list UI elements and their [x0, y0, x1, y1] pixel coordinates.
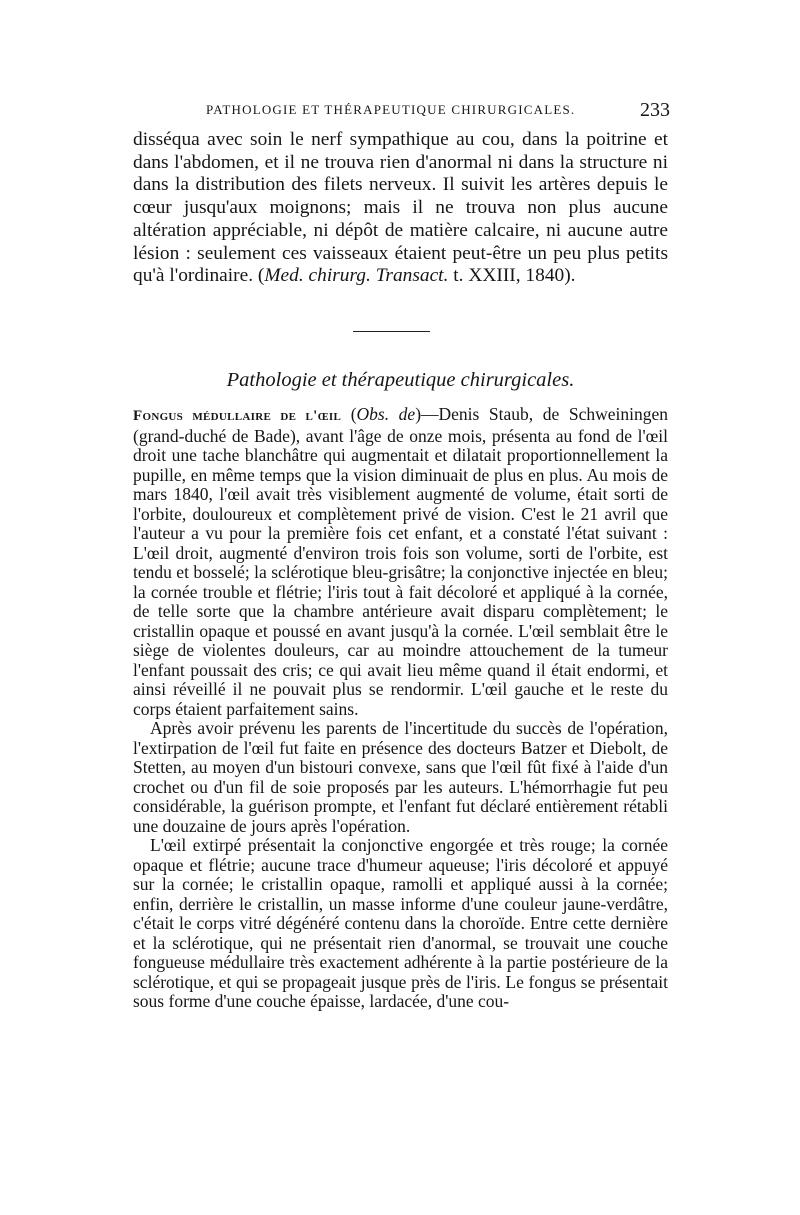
running-head — [132, 96, 670, 124]
section-divider — [353, 331, 430, 332]
paragraph: Après avoir prévenu les parents de l'incertitude du succès de l'opération, l'extirpation de l'œil fut faite en présence des docteurs Batzer et Diebolt, de Stetten, au moyen d'un bistouri convexe, sans que l'œil fût fixé à l'aide d'un crochet ou d'un fil de soie proposés par les auteurs. L'hémorrhagie fut peu considérable, la guérison prompte, et l'enfant fut déclaré entièrement rétabli une douzaine de jours après l'opération. — [133, 718, 668, 836]
citation-journal: Med. chirurg. Transact. — [264, 265, 449, 287]
obs-close: ) — [415, 404, 422, 424]
continued-paragraph — [133, 129, 668, 288]
paragraph-text: disséqua avec soin le nerf sympathique au cou, dans la poitrine et dans l'abdomen, et il ne trouva rien d'anormal ni dans la structure ni dans la distribution des filets nerveux. Il suivit les artères depuis le cœur jusqu'aux moignons; mais il ne trouva non plus aucune altération appréciable, ni dépôt de matière calcaire, ni aucune autre lésion : seulement ces vaisseaux étaient peut-être un peu plus petits qu'à l'ordinaire. — [133, 129, 668, 287]
obs-open: ( — [341, 404, 357, 424]
article-body — [133, 405, 668, 1012]
citation-open: ( — [257, 265, 265, 287]
obs-label: Obs. de — [356, 404, 416, 424]
paragraph — [133, 129, 668, 288]
paragraph: L'œil extirpé présentait la conjonctive engorgée et très rouge; la cornée opaque et flétrie; aucune trace d'humeur aqueuse; l'iris décoloré et appuyé sur la cornée; le cristallin opaque, ramolli et appliqué aussi à la cornée; enfin, derrière le cristallin, un masse informe d'une couleur jaune-verdâtre, c'était le corps vitré dégénéré contenu dans la choroïde. Entre cette dernière et la sclérotique, qui ne présentait rien d'anormal, se trouvait une couche fongueuse médullaire très exactement adhérente à la partie postérieure de la sclérotique, et qui se propageait jusque près de l'iris. Le fongus se présentait sous forme d'une couche épaisse, lardacée, d'une cou- — [133, 835, 668, 1011]
citation-rest: t. XXIII, 1840). — [448, 265, 576, 287]
paragraph-text: —Denis Staub, de Schweiningen (grand-duché de Bade), avant l'âge de onze mois, présenta au fond de l'œil droit une tache blanchâtre qui augmentait et dilatait proportionnellement la pupille, en même temps que la vision diminuait de plus en plus. Au mois de mars 1840, l'œil avait très visiblement augmenté de volume, était sorti de l'orbite, douloureux et complètement privé de vision. C'est le 21 avril que l'auteur a vu pour la première fois cet enfant, et a constaté l'état suivant : L'œil droit, augmenté d'environ trois fois son volume, sorti de l'orbite, est tendu et bosselé; la sclérotique bleu-grisâtre; la conjonctive injectée en bleu; la cornée trouble et flétrie; l'iris tout à fait décoloré et appliqué à la cornée, de telle sorte que la chambre antérieure avait disparu complètement; le cristallin opaque et poussé en avant jusqu'à la cornée. L'œil semblait être le siège de violentes douleurs, car au moindre attouchement de la tumeur l'enfant poussait des cris; ce qui avait lieu même quand il était endormi, et ainsi réveillé il ne pouvait plus se rendormir. L'œil gauche et le reste du corps étaient parfaitement sains. — [133, 404, 668, 719]
page-number: 233 — [640, 99, 670, 121]
running-title: PATHOLOGIE ET THÉRAPEUTIQUE CHIRURGICALES. — [206, 102, 576, 117]
paragraph — [133, 405, 668, 719]
article-lead-in: Fongus médullaire de l'œil — [133, 408, 342, 424]
section-title: Pathologie et thérapeutique chirurgicales. — [226, 369, 575, 391]
